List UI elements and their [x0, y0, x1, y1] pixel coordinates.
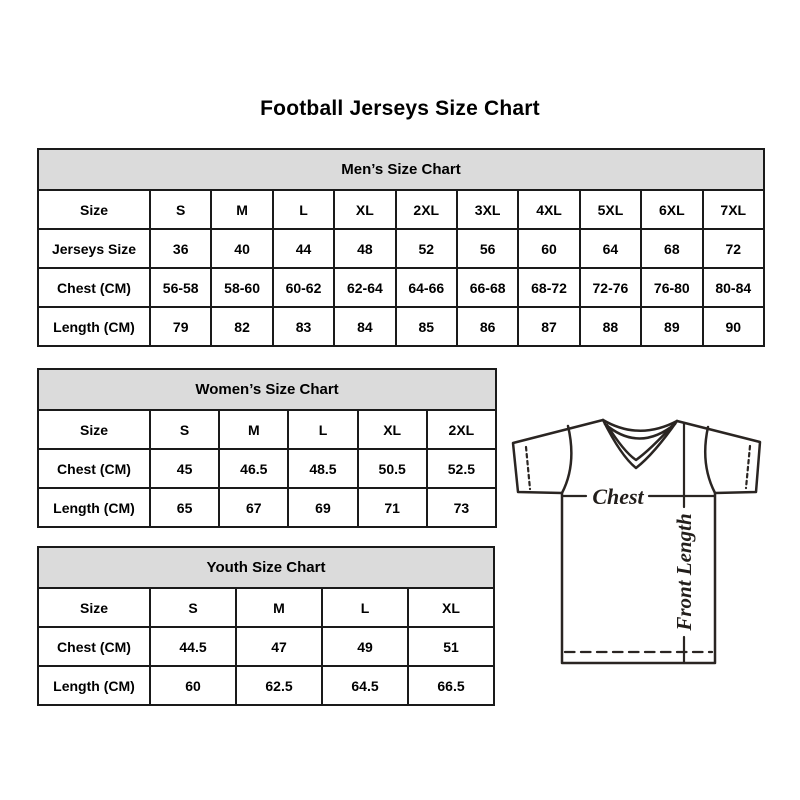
table-row: [38, 588, 494, 627]
value-cell: 4XL: [518, 190, 579, 229]
front-length-label: Front Length: [672, 513, 696, 631]
value-cell: 85: [396, 307, 457, 346]
value-cell: 60-62: [273, 268, 334, 307]
table-row: [38, 666, 494, 705]
value-cell: 6XL: [641, 190, 702, 229]
chest-label: Chest: [592, 484, 644, 509]
value-cell: 88: [580, 307, 641, 346]
value-cell: 58-60: [211, 268, 272, 307]
womens-size-table: [37, 368, 497, 528]
table-row: [38, 229, 764, 268]
jersey-left-cuff-stitch: [526, 447, 530, 489]
value-cell: 83: [273, 307, 334, 346]
page-title: Football Jerseys Size Chart: [260, 97, 540, 120]
value-cell: 52: [396, 229, 457, 268]
table-header-row: [38, 149, 764, 190]
value-cell: 66.5: [408, 666, 494, 705]
value-cell: M: [236, 588, 322, 627]
table-header-row: [38, 369, 496, 410]
value-cell: 48.5: [288, 449, 357, 488]
table-title: Women’s Size Chart: [38, 369, 496, 410]
value-cell: 76-80: [641, 268, 702, 307]
youth-size-table: [37, 546, 495, 706]
value-cell: 87: [518, 307, 579, 346]
value-cell: S: [150, 190, 211, 229]
value-cell: 65: [150, 488, 219, 527]
value-cell: 66-68: [457, 268, 518, 307]
table-title: Youth Size Chart: [38, 547, 494, 588]
value-cell: 62-64: [334, 268, 395, 307]
value-cell: 60: [518, 229, 579, 268]
row-label-cell: Chest (CM): [38, 627, 150, 666]
jersey-right-cuff-stitch: [746, 446, 750, 488]
value-cell: 64.5: [322, 666, 408, 705]
table-row: [38, 190, 764, 229]
value-cell: 56-58: [150, 268, 211, 307]
table-row: [38, 627, 494, 666]
table-row: [38, 449, 496, 488]
value-cell: 68: [641, 229, 702, 268]
value-cell: 82: [211, 307, 272, 346]
value-cell: XL: [334, 190, 395, 229]
value-cell: 79: [150, 307, 211, 346]
table-header-row: [38, 547, 494, 588]
table-row: [38, 488, 496, 527]
value-cell: 5XL: [580, 190, 641, 229]
value-cell: 86: [457, 307, 518, 346]
row-label-cell: Size: [38, 588, 150, 627]
table-row: [38, 307, 764, 346]
row-label-cell: Jerseys Size: [38, 229, 150, 268]
value-cell: 51: [408, 627, 494, 666]
value-cell: 44.5: [150, 627, 236, 666]
value-cell: 44: [273, 229, 334, 268]
row-label-cell: Length (CM): [38, 307, 150, 346]
value-cell: 90: [703, 307, 764, 346]
row-label-cell: Length (CM): [38, 666, 150, 705]
value-cell: 71: [358, 488, 427, 527]
value-cell: M: [211, 190, 272, 229]
row-label-cell: Size: [38, 410, 150, 449]
table-title: Men’s Size Chart: [38, 149, 764, 190]
value-cell: 69: [288, 488, 357, 527]
table-row: [38, 268, 764, 307]
value-cell: 84: [334, 307, 395, 346]
value-cell: S: [150, 410, 219, 449]
row-label-cell: Chest (CM): [38, 268, 150, 307]
value-cell: 50.5: [358, 449, 427, 488]
value-cell: 67: [219, 488, 288, 527]
value-cell: 49: [322, 627, 408, 666]
jersey-measurement-diagram: [500, 400, 800, 700]
value-cell: XL: [408, 588, 494, 627]
value-cell: 45: [150, 449, 219, 488]
value-cell: 46.5: [219, 449, 288, 488]
value-cell: 56: [457, 229, 518, 268]
value-cell: 7XL: [703, 190, 764, 229]
value-cell: 48: [334, 229, 395, 268]
value-cell: 80-84: [703, 268, 764, 307]
value-cell: 72-76: [580, 268, 641, 307]
value-cell: 3XL: [457, 190, 518, 229]
value-cell: 64-66: [396, 268, 457, 307]
row-label-cell: Chest (CM): [38, 449, 150, 488]
value-cell: 89: [641, 307, 702, 346]
value-cell: 2XL: [396, 190, 457, 229]
value-cell: 64: [580, 229, 641, 268]
value-cell: 68-72: [518, 268, 579, 307]
value-cell: 62.5: [236, 666, 322, 705]
value-cell: L: [288, 410, 357, 449]
table-row: [38, 410, 496, 449]
value-cell: 60: [150, 666, 236, 705]
mens-size-table: [37, 148, 765, 347]
value-cell: 47: [236, 627, 322, 666]
value-cell: S: [150, 588, 236, 627]
value-cell: M: [219, 410, 288, 449]
value-cell: 52.5: [427, 449, 496, 488]
value-cell: XL: [358, 410, 427, 449]
row-label-cell: Length (CM): [38, 488, 150, 527]
value-cell: 2XL: [427, 410, 496, 449]
jersey-illustration: [500, 400, 800, 700]
value-cell: 36: [150, 229, 211, 268]
value-cell: 72: [703, 229, 764, 268]
value-cell: L: [322, 588, 408, 627]
value-cell: L: [273, 190, 334, 229]
row-label-cell: Size: [38, 190, 150, 229]
value-cell: 40: [211, 229, 272, 268]
value-cell: 73: [427, 488, 496, 527]
